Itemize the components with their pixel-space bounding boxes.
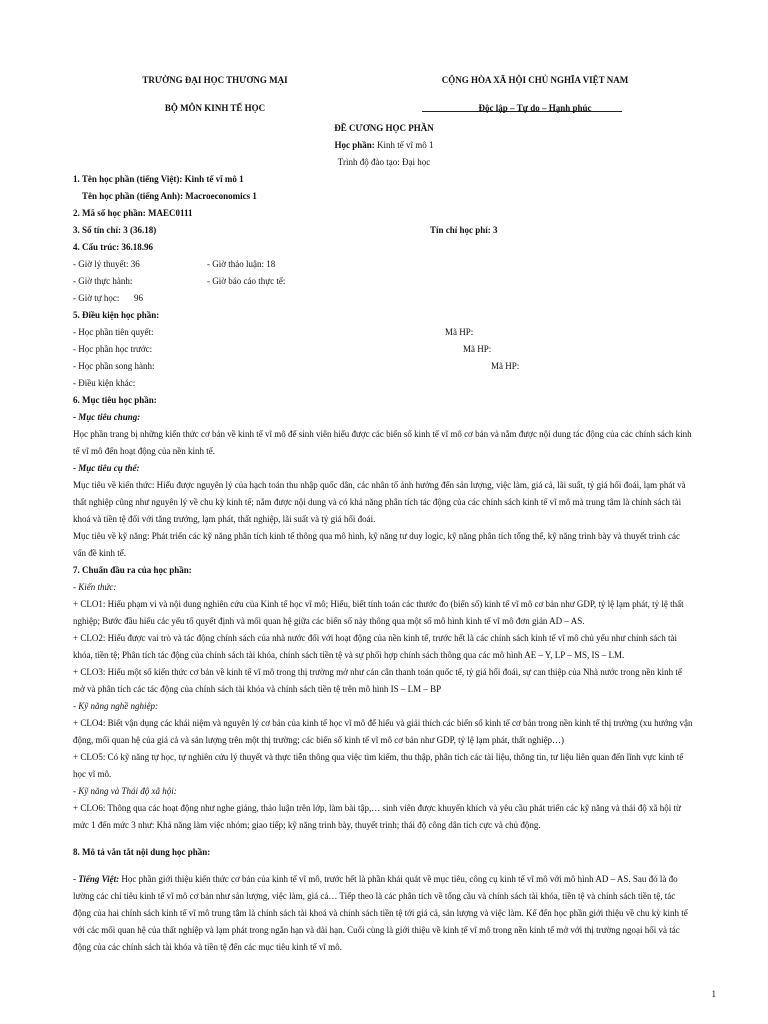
prior-label: - Học phần học trước: <box>73 344 153 354</box>
page-number: 1 <box>711 989 716 999</box>
department-name: BỘ MÔN KINH TẾ HỌC <box>164 103 266 113</box>
clo1-text: + CLO1: Hiểu phạm vi và nội dung nghiên cứu của Kinh tế học vĩ mô; Hiểu, biết tính toán các thước đo (biến số) kinh tế vĩ mô cơ bản như GDP, tỷ lệ lạm phát, tỷ lệ thất nghiệp; <box>73 599 684 626</box>
other-conditions: - Điều kiện khác: <box>73 378 136 388</box>
clo5: + CLO5: Có kỹ năng tự học, tự nghiên cứu lý thuyết và thực tiễn thông qua việc tìm kiếm, thu thập, phân tích các tài liệu, thông tin, tư liệu liên quan đến lĩnh vực kinh tế học vĩ mô. <box>73 752 684 779</box>
title-block <box>73 120 695 171</box>
prior-code: Mã HP: <box>463 344 492 354</box>
self-study-label: - Giờ tự học: <box>73 293 120 303</box>
clo1 <box>73 596 695 630</box>
clo6-text-2: Khả năng làm việc nhóm; giao tiếp; kỹ năng trình bày, thuyết trình; thái độ công dân tích cực và chủ động. <box>156 820 541 830</box>
course-name-vn: 1. Tên học phần (tiếng Việt): Kinh tế vĩ mô 1 <box>73 174 244 184</box>
parallel-label: - Học phần song hành: <box>73 361 155 371</box>
hours-row-2 <box>73 273 695 290</box>
description-title: 8. Mô tả vắn tắt nội dung học phần: <box>73 847 211 857</box>
clo1-text-2: Bước đầu hiểu các yếu tố quyết định và mối quan hệ giữa các biến số này thông qua một số mô hình kinh tế vĩ mô đơn giản AD – AS. <box>102 616 585 626</box>
course-value: Kinh tế vĩ mô 1 <box>374 140 434 150</box>
hours-row-3 <box>73 290 695 307</box>
clo6-text: + CLO6: Thông qua các hoạt động như nghe giảng, thảo luận trên lớp, làm bài tập,… sinh viên được khuyến khích và yêu cầu phát triển các kỹ năng và thái độ xã hội từ mức 1 đến mức 3 như: <box>73 803 681 830</box>
theory-hours: - Giờ lý thuyết: 36 <box>73 259 140 269</box>
clo2: + CLO2: Hiểu được vai trò và tác động chính sách của nhà nước đối với hoạt động của nền kinh tế, trước hết là các chính sách kinh tế vĩ mô chủ yếu như chính sách tài khóa, tiền tệ; Phân tích tác động của chính sách tài khóa, chính sách tiền tệ và sự phối hợp chính sách thông qua các mô hình AE – Y, LP – MS, IS – LM. <box>73 633 677 660</box>
prereq-code: Mã HP: <box>445 327 474 337</box>
specific-dash: - <box>73 463 79 473</box>
outcomes-title: 7. Chuẩn đầu ra của học phần: <box>73 565 192 575</box>
professional-skills-label: - Kỹ năng nghề nghiệp: <box>73 701 158 711</box>
spacer <box>73 834 695 844</box>
clo4: + CLO4: Biết vận dụng các khái niệm và nguyên lý cơ bản của kinh tế học vĩ mô để hiểu và giải thích các biến số kinh tế cơ bản trong nền kinh tế thị trường (xu hướng vận động, mối quan hệ của giá cả và sản lượng trên một thị trường; các biến số kinh tế vĩ mô cơ bản như GDP, tỷ lệ lạm phát, thất nghiệp…) <box>73 718 693 745</box>
clo6 <box>73 800 695 834</box>
general-dash: - <box>73 412 79 422</box>
conditions-title: 5. Điều kiện học phần: <box>73 310 160 320</box>
structure-title: 4. Cấu trúc: 36.18.96 <box>73 242 153 252</box>
discussion-hours: - Giờ thảo luận: 18 <box>207 259 276 269</box>
specific-objective-heading <box>73 460 695 477</box>
course-line <box>73 137 695 154</box>
course-name-en: Tên học phần (tiếng Anh): Macroeconomics 1 <box>82 191 257 201</box>
knowledge-label: - Kiến thức: <box>73 582 117 592</box>
tuition-credits: Tín chỉ học phí: 3 <box>430 225 498 235</box>
university-name: TRƯỜNG ĐẠI HỌC THƯƠNG MẠI <box>142 75 288 85</box>
motto-underline <box>422 111 622 112</box>
parallel-row <box>73 358 695 375</box>
description-dash: - <box>73 874 79 884</box>
report-hours: - Giờ báo cáo thực tế: <box>207 276 286 286</box>
prior-row <box>73 341 695 358</box>
description-label: Tiếng Việt: <box>78 874 120 884</box>
description-vn <box>73 871 695 956</box>
clo3: + CLO3: Hiểu một số kiến thức cơ bản về kinh tế vĩ mô trong thị trường mở như cán cân thanh toán quốc tế, tỷ giá hối đoái, sự can thiệp của Nhà nước trong nền kinh tế mở và phân tích các tác động của chính sách tài khóa và chính sách tiền tệ trên mô hình IS – LM – BP <box>73 667 682 694</box>
self-study-value: 96 <box>134 293 143 303</box>
general-objective-heading <box>73 409 695 426</box>
social-skills-label: - Kỹ năng và Thái độ xã hội: <box>73 786 177 796</box>
header-right <box>415 66 655 122</box>
description-text: Học phần giới thiệu kiến thức cơ bản của kinh tế vĩ mô, trước hết là phần khái quát về mục tiêu, công cụ kinh tế vĩ mô với mô hình AD – AS. Sau đó là đo lường các chỉ tiêu kinh tế vĩ mô cơ bản như sản lượng, việc làm, giá cả… Tiếp theo là các phân tích về tổng cầu và chính sách tài khóa, tiền tệ và chính sách tiền tệ, tác động của hai chính sách kinh tế vĩ mô trung tâm là chính sách tài khoá và chính sách tiền tệ tới giá cả, sản lượng và việc làm. Kế đến học phần giới thiệu về chu kỳ kinh tế với các mối quan hệ của thất nghiệp và lạm phát trong ngắn hạn và dài hạn. Cuối cùng là giới thiệu về kinh tế vĩ mô trong nền kinh tế mở với thị trường ngoại hối và tác động của các chính sách tài khóa và tiền tệ đến các mục tiêu kinh tế vĩ mô. <box>73 874 688 952</box>
motto: Độc lập – Tự do – Hạnh phúc <box>478 103 592 113</box>
parallel-code: Mã HP: <box>491 361 520 371</box>
document-body <box>73 171 695 956</box>
document-title: ĐỀ CƯƠNG HỌC PHẦN <box>334 123 434 133</box>
practice-hours: - Giờ thực hành: <box>73 276 133 286</box>
hours-row-1 <box>73 256 695 273</box>
knowledge-objective: Mục tiêu về kiến thức: Hiểu được nguyên lý của hạch toán thu nhập quốc dân, các nhân tố ảnh hưởng đến sản lượng, việc làm, giá cả, lãi suất, tỷ giá hối đoái, lạm phát và thất nghiệp cũng như nguyên lý về chu kỳ kinh tế; nắm được nội dung và có khả năng phân tích tác động của các chính sách kinh tế vĩ mô mà trung tâm là chính sách tài khoá và tiền tệ đối với tăng trưởng, lạm phát, thất nghiệp, lãi suất và tỷ giá hối đoái. <box>73 480 686 524</box>
training-level: Trình độ đào tạo: Đại học <box>337 157 431 167</box>
skills-objective: Mục tiêu về kỹ năng: Phát triển các kỹ năng phân tích kinh tế thông qua mô hình, kỹ năng tư duy logic, kỹ năng phân tích tổng thể, kỹ năng trình bày và thuyết trình các vấn đề kinh tế. <box>73 531 680 558</box>
specific-objective-label: Mục tiêu cụ thể: <box>78 463 140 473</box>
credits-row <box>73 222 695 239</box>
country-name: CỘNG HÒA XÃ HỘI CHỦ NGHĨA VIỆT NAM <box>441 75 629 85</box>
course-label: Học phần: <box>334 140 375 150</box>
header-left <box>95 66 335 122</box>
prereq-label: - Học phần tiên quyết: <box>73 327 154 337</box>
credits: 3. Số tín chỉ: 3 (36.18) <box>73 225 157 235</box>
course-code: 2. Mã số học phần: MAEC0111 <box>73 208 193 218</box>
spacer <box>73 861 695 871</box>
prereq-row <box>73 324 695 341</box>
objectives-title: 6. Mục tiêu học phần: <box>73 395 157 405</box>
general-objective-text: Học phần trang bị những kiến thức cơ bản về kinh tế vĩ mô để sinh viên hiểu được các biến số kinh tế vĩ mô cơ bản và nắm được nội dung tác động của các chính sách kinh tế vĩ mô đến hoạt động của nền kinh tế. <box>73 429 692 456</box>
general-objective-label: Mục tiêu chung: <box>78 412 141 422</box>
